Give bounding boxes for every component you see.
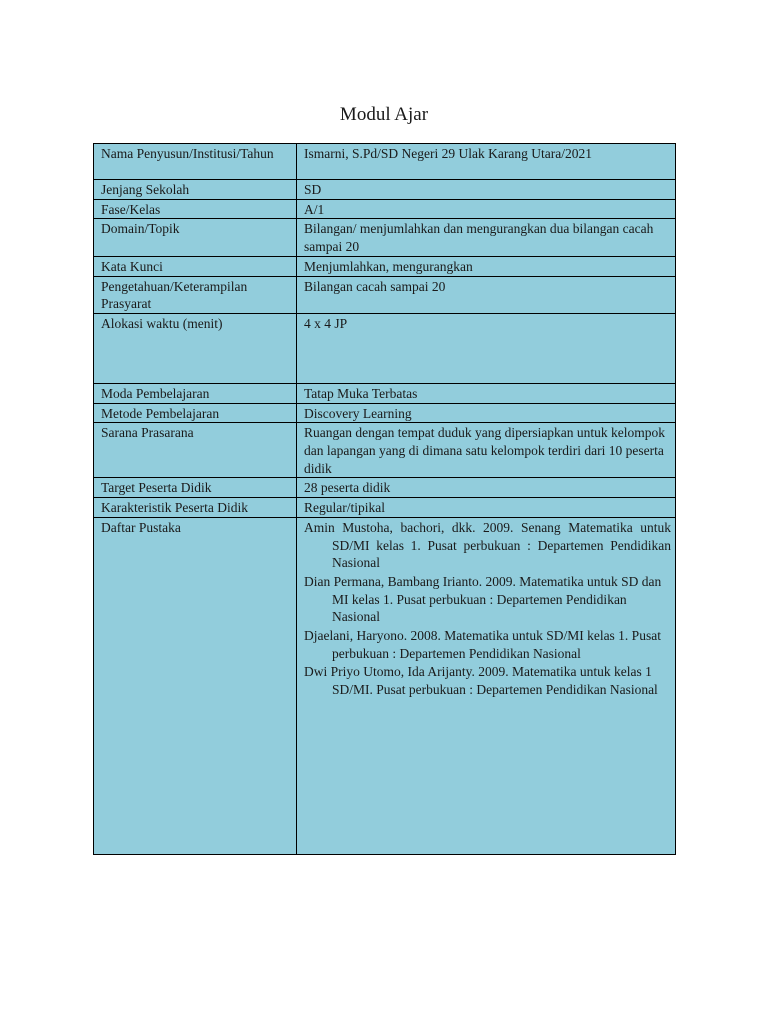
row-label-domain-topik: Domain/Topik [94, 219, 297, 256]
reference-item: Dwi Priyo Utomo, Ida Arijanty. 2009. Matematika untuk kelas 1 SD/MI. Pusat perbukuan : Departemen Pendidikan Nasional [304, 664, 658, 698]
row-value-fase-kelas: A/1 [297, 199, 676, 219]
table-row [94, 256, 676, 276]
row-label-moda-pembelajaran: Moda Pembelajaran [94, 383, 297, 403]
row-value-metode-pembelajaran: Discovery Learning [297, 403, 676, 423]
table-row [94, 199, 676, 219]
document-title: Modul Ajar [339, 104, 429, 125]
row-value-jenjang-sekolah: SD [297, 180, 676, 200]
row-label-daftar-pustaka: Daftar Pustaka [94, 517, 297, 854]
table-row [94, 478, 676, 498]
table-row [94, 517, 676, 854]
table-row [94, 219, 676, 256]
table-row [94, 180, 676, 200]
row-label-nama-penyusun: Nama Penyusun/Institusi/Tahun [94, 144, 297, 180]
table-row [94, 276, 676, 313]
table-row [94, 383, 676, 403]
row-value-domain-topik: Bilangan/ menjumlahkan dan mengurangkan dua bilangan cacah sampai 20 [297, 219, 676, 256]
row-label-jenjang-sekolah: Jenjang Sekolah [94, 180, 297, 200]
row-value-daftar-pustaka [297, 517, 676, 854]
table-row [94, 403, 676, 423]
row-value-karakteristik-peserta-didik: Regular/tipikal [297, 498, 676, 518]
table-row [94, 313, 676, 383]
row-value-moda-pembelajaran: Tatap Muka Terbatas [297, 383, 676, 403]
row-value-prasyarat: Bilangan cacah sampai 20 [297, 276, 676, 313]
row-value-nama-penyusun: Ismarni, S.Pd/SD Negeri 29 Ulak Karang Utara/2021 [297, 144, 676, 180]
row-label-fase-kelas: Fase/Kelas [94, 199, 297, 219]
row-label-karakteristik-peserta-didik: Karakteristik Peserta Didik [94, 498, 297, 518]
table-row [94, 498, 676, 518]
module-table [93, 143, 676, 855]
reference-item: Dian Permana, Bambang Irianto. 2009. Matematika untuk SD dan MI kelas 1. Pusat perbukuan : Departemen Pendidikan Nasional [304, 573, 662, 625]
reference-item: Djaelani, Haryono. 2008. Matematika untuk SD/MI kelas 1. Pusat perbukuan : Departemen Pendidikan Nasional [304, 628, 661, 661]
row-label-kata-kunci: Kata Kunci [94, 256, 297, 276]
row-label-prasyarat: Pengetahuan/Keterampilan Prasyarat [94, 276, 297, 313]
reference-item: Amin Mustoha, bachori, dkk. 2009. Senang Matematika untuk SD/MI kelas 1. Pusat perbukuan : Departemen Pendidikan Nasional [304, 519, 671, 571]
row-label-target-peserta-didik: Target Peserta Didik [94, 478, 297, 498]
row-label-sarana-prasarana: Sarana Prasarana [94, 423, 297, 478]
row-value-kata-kunci: Menjumlahkan, mengurangkan [297, 256, 676, 276]
row-value-sarana-prasarana: Ruangan dengan tempat duduk yang dipersiapkan untuk kelompok dan lapangan yang di dimana satu kelompok terdiri dari 10 peserta didik [297, 423, 676, 478]
table-row [94, 144, 676, 180]
row-label-metode-pembelajaran: Metode Pembelajaran [94, 403, 297, 423]
row-value-target-peserta-didik: 28 peserta didik [297, 478, 676, 498]
row-label-alokasi-waktu: Alokasi waktu (menit) [94, 313, 297, 383]
row-value-alokasi-waktu: 4 x 4 JP [297, 313, 676, 383]
table-row [94, 423, 676, 478]
